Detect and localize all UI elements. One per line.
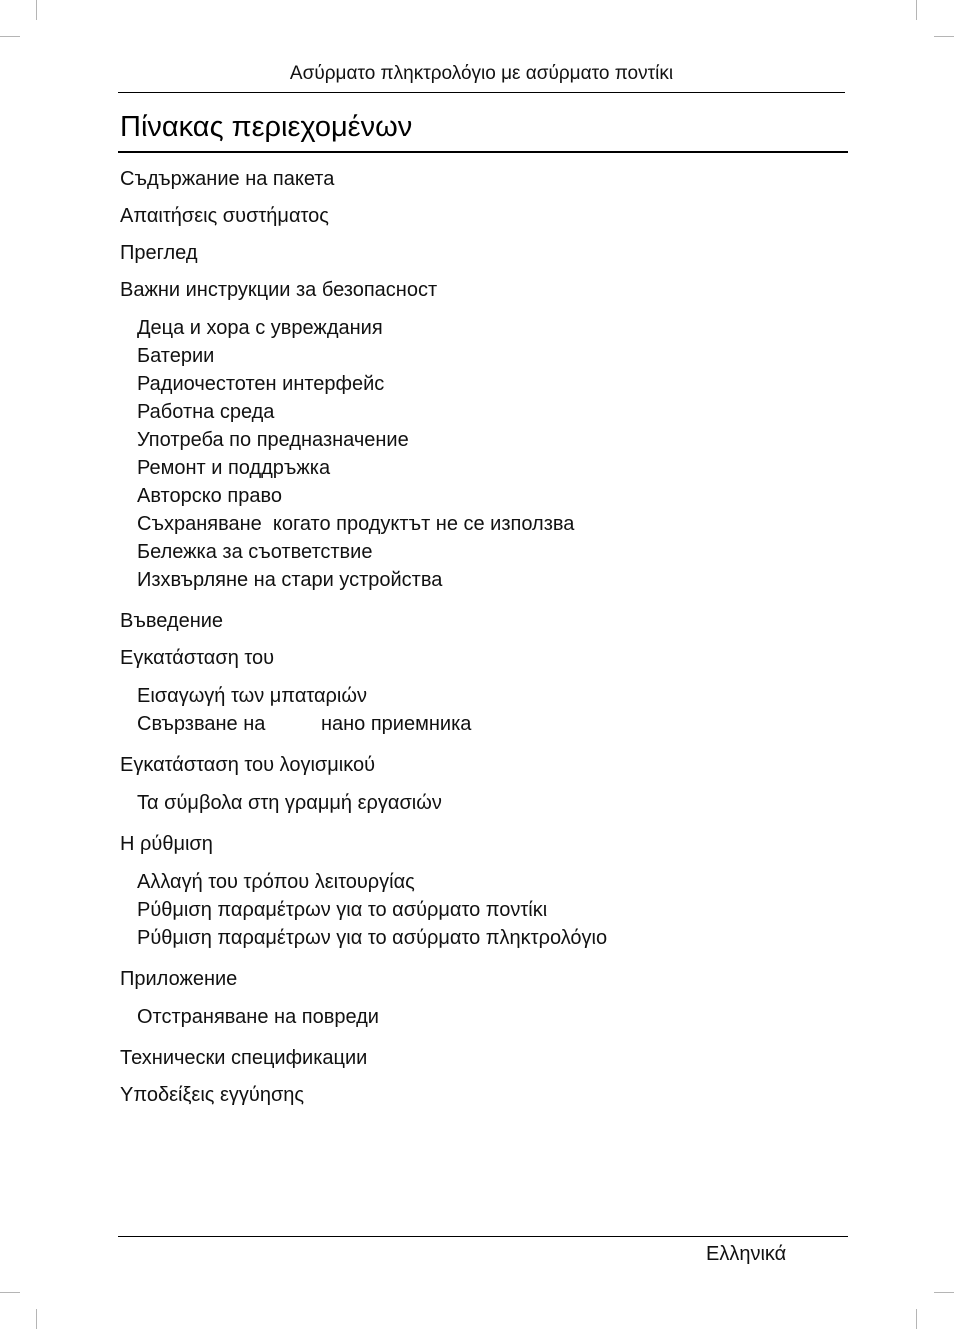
toc-subentry[interactable]: Αλλαγή του τρόπου λειτουργίας: [137, 871, 415, 893]
footer-language: Ελληνικά: [706, 1243, 787, 1265]
toc-entry[interactable]: Приложение: [120, 968, 238, 990]
toc-entry[interactable]: Преглед: [120, 242, 198, 264]
toc-subentry[interactable]: Отстраняване на повреди: [137, 1006, 379, 1028]
toc-entry[interactable]: Технически спецификации: [120, 1047, 368, 1069]
toc-subentry[interactable]: Съхраняване когато продуктът не се използва: [137, 513, 575, 535]
crop-mark: [916, 0, 917, 20]
toc-subentry[interactable]: Εισαγωγή των μπαταριών: [137, 685, 367, 707]
toc-entry[interactable]: Εγκατάσταση του λογισμικού: [120, 754, 376, 776]
toc-entry[interactable]: Εγκατάσταση του: [120, 647, 275, 669]
crop-mark: [916, 1309, 917, 1329]
toc-subentry[interactable]: Ρύθμιση παραμέτρων για το ασύρματο πληκτρολόγιο: [137, 927, 608, 949]
toc-entry[interactable]: Η ρύθμιση: [120, 833, 213, 855]
toc-subentry[interactable]: Бележка за съответствие: [137, 541, 373, 563]
toc-entry[interactable]: Въведение: [120, 610, 224, 632]
table-of-contents: [120, 165, 840, 1109]
toc-subentry[interactable]: Работна среда: [137, 401, 275, 423]
crop-mark: [36, 1309, 37, 1329]
toc-subentry[interactable]: Изхвърляне на стари устройства: [137, 569, 443, 591]
toc-subentry[interactable]: Батерии: [137, 345, 215, 367]
crop-mark: [0, 36, 20, 37]
toc-subentry[interactable]: Употреба по предназначение: [137, 429, 409, 451]
toc-subentry[interactable]: Свързване на нано приемника: [137, 713, 472, 735]
running-header: Ασύρματο πληκτρολόγιο με ασύρματο ποντίκι: [289, 63, 674, 84]
toc-entry[interactable]: Υποδείξεις εγγύησης: [120, 1084, 305, 1106]
crop-mark: [0, 1292, 20, 1293]
toc-subentry[interactable]: Авторско право: [137, 485, 282, 507]
toc-entry[interactable]: Απαιτήσεις συστήματος: [120, 205, 329, 227]
crop-mark: [934, 36, 954, 37]
toc-entry[interactable]: Съдържание на пакета: [120, 168, 335, 190]
header-rule: [118, 92, 845, 93]
toc-subentry[interactable]: Ρύθμιση παραμέτρων για το ασύρματο ποντίκι: [137, 899, 548, 921]
title-rule: [118, 151, 848, 153]
toc-subentry[interactable]: Ремонт и поддръжка: [137, 457, 331, 479]
page-title: Πίνακας περιεχομένων: [120, 111, 413, 143]
crop-mark: [36, 0, 37, 20]
toc-subentry[interactable]: Τα σύμβολα στη γραμμή εργασιών: [137, 792, 442, 814]
toc-entry[interactable]: Важни инструкции за безопасност: [120, 279, 438, 301]
crop-mark: [934, 1292, 954, 1293]
footer-rule: [118, 1236, 848, 1237]
toc-subentry[interactable]: Радиочестотен интерфейс: [137, 373, 385, 395]
toc-subentry[interactable]: Деца и хора с увреждания: [137, 317, 383, 339]
